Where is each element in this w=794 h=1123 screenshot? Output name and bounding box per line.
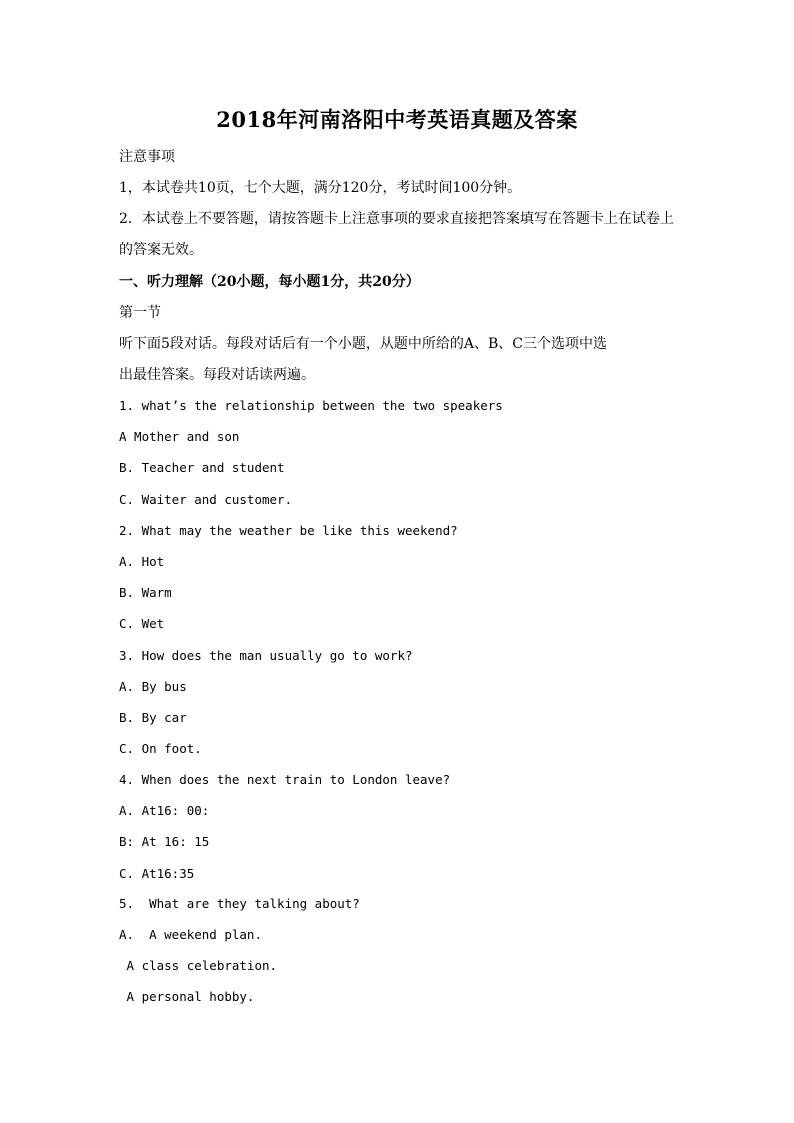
question-2: 2. What may the weather be like this weekend? — [119, 523, 458, 538]
question-2-option-a: A. Hot — [119, 554, 165, 569]
question-4: 4. When does the next train to London leave? — [119, 772, 451, 787]
question-5-option-a: A. A weekend plan. — [119, 927, 262, 942]
question-3-option-a: A. By bus — [119, 679, 187, 694]
question-4-option-a: A. At16: 00: — [119, 803, 210, 818]
question-2-option-b: B. Warm — [119, 585, 172, 600]
question-4-option-c: C. At16:35 — [119, 866, 195, 881]
question-5-option-c: A personal hobby. — [119, 989, 255, 1004]
question-2-option-c: C. Wet — [119, 616, 165, 631]
instruction-line-2: 出最佳答案。每段对话读两遍。 — [119, 367, 315, 383]
question-1-option-a: A Mother and son — [119, 429, 240, 444]
question-1: 1. what’s the relationship between the two speakers — [119, 398, 503, 413]
question-4-option-b: B: At 16: 15 — [119, 834, 210, 849]
question-3-option-c: C. On foot. — [119, 741, 202, 756]
page-title: 2018年河南洛阳中考英语真题及答案 — [216, 107, 578, 132]
question-3-option-b: B. By car — [119, 710, 187, 725]
question-1-option-b: B. Teacher and student — [119, 460, 285, 475]
section-heading: 一、听力理解（20小题，每小题1分，共20分） — [119, 274, 420, 290]
question-1-option-c: C. Waiter and customer. — [119, 492, 293, 507]
notice-item-2-line-2: 的答案无效。 — [119, 242, 203, 258]
question-5: 5. What are they talking about? — [119, 896, 360, 911]
question-5-option-b: A class celebration. — [119, 958, 278, 973]
instruction-line-1: 听下面5段对话。每段对话后有一个小题，从题中所给的A、B、C三个选项中选 — [119, 336, 608, 352]
question-3: 3. How does the man usually go to work? — [119, 648, 413, 663]
notice-item-1: 1，本试卷共10页，七个大题，满分120分，考试时间100分钟。 — [119, 180, 522, 196]
notice-heading: 注意事项 — [119, 149, 175, 165]
notice-item-2-line-1: 2．本试卷上不要答题，请按答题卡上注意事项的要求直接把答案填写在答题卡上在试卷上 — [119, 211, 674, 227]
part-heading: 第一节 — [119, 305, 161, 321]
